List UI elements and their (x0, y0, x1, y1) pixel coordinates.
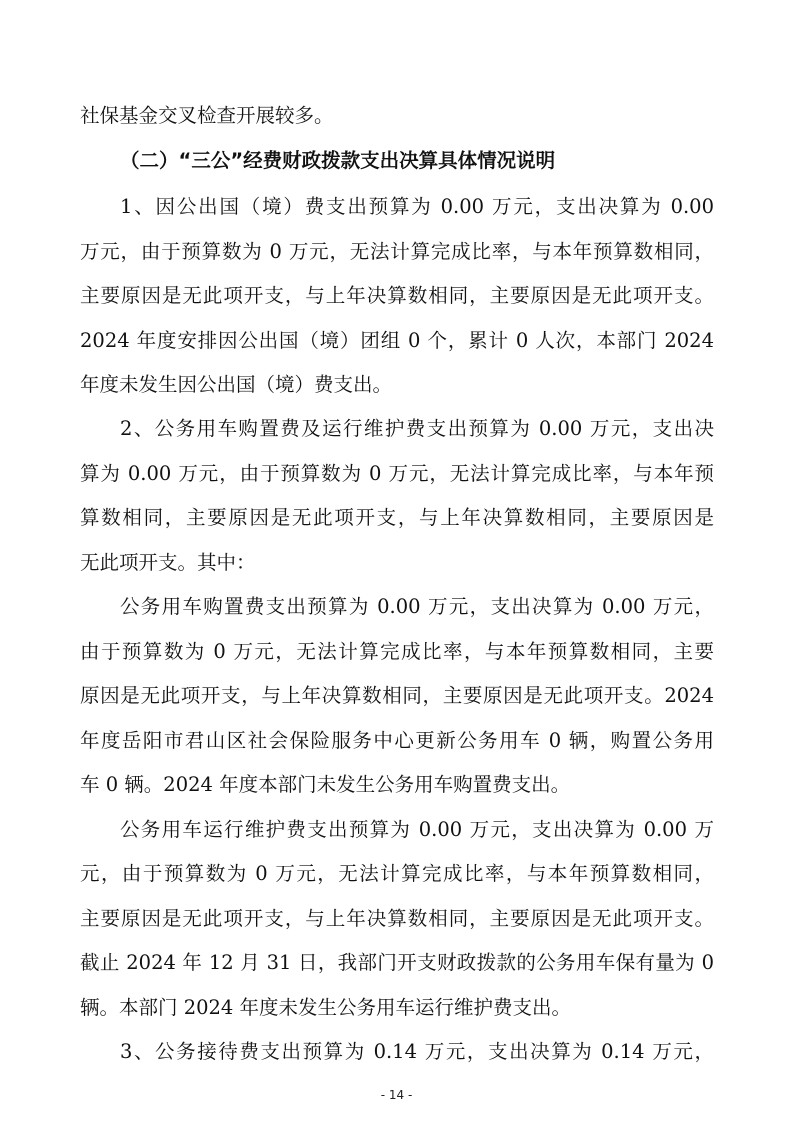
paragraph-line: 公务用车运行维护费支出预算为 0.00 万元，支出决算为 0.00 万 (120, 818, 714, 841)
paragraph-line: 1、因公出国（境）费支出预算为 0.00 万元，支出决算为 0.00 (120, 195, 714, 218)
paragraph-line: 年度未发生因公出国（境）费支出。 (80, 373, 393, 396)
paragraph-line: 由于预算数为 0 万元，无法计算完成比率，与本年预算数相同，主要 (80, 640, 714, 663)
page-number: - 14 - (380, 1088, 413, 1102)
paragraph-line: 元，由于预算数为 0 万元，无法计算完成比率，与本年预算数相同， (80, 862, 714, 885)
paragraph-line: 原因是无此项开支，与上年决算数相同，主要原因是无此项开支。2024 (80, 684, 714, 707)
paragraph-line: 万元，由于预算数为 0 万元，无法计算完成比率，与本年预算数相同， (80, 240, 714, 263)
paragraph-line: 公务用车购置费支出预算为 0.00 万元，支出决算为 0.00 万元， (120, 595, 714, 618)
paragraph-line: 社保基金交叉检查开展较多。 (80, 104, 334, 127)
section-heading: （二）“三公”经费财政拨款支出决算具体情况说明 (120, 149, 556, 172)
paragraph-line: 无此项开支。其中： (80, 551, 256, 574)
paragraph-line: 2、公务用车购置费及运行维护费支出预算为 0.00 万元，支出决 (120, 417, 714, 440)
paragraph-line: 3、公务接待费支出预算为 0.14 万元，支出决算为 0.14 万元， (120, 1040, 714, 1063)
paragraph-line: 车 0 辆。2024 年度本部门未发生公务用车购置费支出。 (80, 773, 571, 796)
paragraph-line: 2024 年度安排因公出国（境）团组 0 个，累计 0 人次，本部门 2024 (80, 329, 714, 352)
paragraph-line: 主要原因是无此项开支，与上年决算数相同，主要原因是无此项开支。 (80, 907, 714, 930)
paragraph-line: 算为 0.00 万元，由于预算数为 0 万元，无法计算完成比率，与本年预 (80, 462, 714, 485)
paragraph-line: 算数相同，主要原因是无此项开支，与上年决算数相同，主要原因是 (80, 506, 714, 529)
paragraph-line: 辆。本部门 2024 年度未发生公务用车运行维护费支出。 (80, 996, 572, 1019)
paragraph-line: 年度岳阳市君山区社会保险服务中心更新公务用车 0 辆，购置公务用 (80, 729, 714, 752)
paragraph-line: 截止 2024 年 12 月 31 日，我部门开支财政拨款的公务用车保有量为 0 (80, 951, 714, 974)
paragraph-line: 主要原因是无此项开支，与上年决算数相同，主要原因是无此项开支。 (80, 284, 714, 307)
